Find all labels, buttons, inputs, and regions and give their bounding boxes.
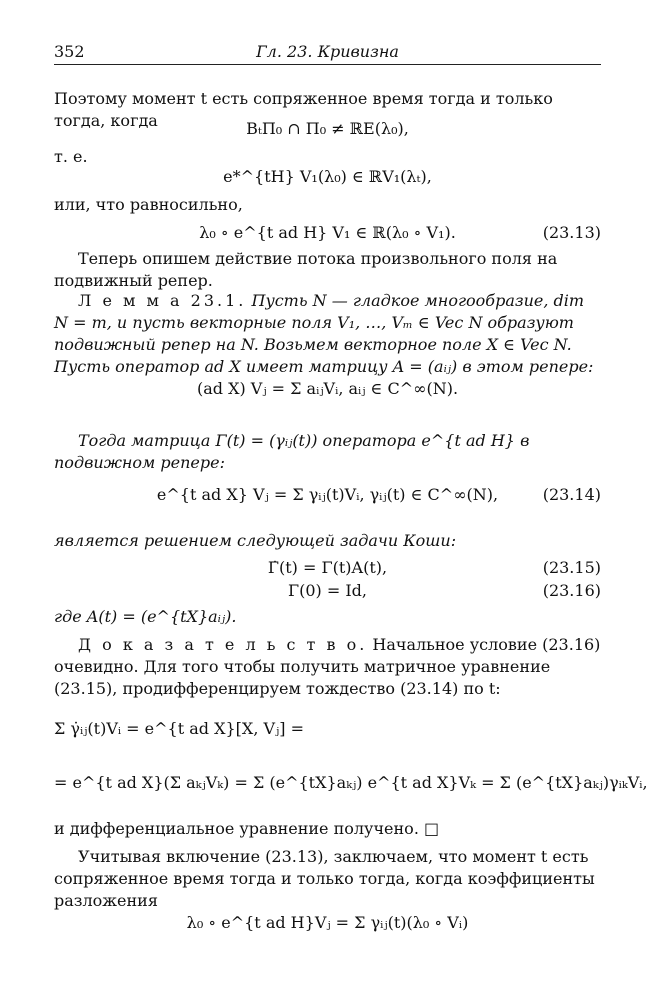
paragraph-coefficients: Учитывая включение (23.13), заключаем, что момент t есть сопряженное время тогда и только тогда, когда коэффициенты разложения <box>54 847 595 910</box>
equation-number-23-14: (23.14) <box>542 485 601 504</box>
text-te: т. е. <box>54 147 88 166</box>
equation-decomposition: λ₀ ∘ e^{t ad H}Vⱼ = Σ γᵢⱼ(t)(λ₀ ∘ Vᵢ) <box>186 913 469 932</box>
paragraph-conjugate-time: Поэтому момент t есть сопряженное время тогда и только тогда, когда <box>54 89 553 130</box>
equation-derivative: Σ γ̇ᵢⱼ(t)Vᵢ = e^{t ad X}[X, Vⱼ] = <box>54 719 304 738</box>
paragraph-moving-frame: Теперь опишем действие потока произвольного поля на подвижный репер. <box>54 249 558 290</box>
lemma-statement: Пусть N — гладкое многообразие, dim N = m, и пусть векторные поля V₁, …, Vₘ ∈ Vec N образуют подвижный репер на N. Возьмем векторное поле X ∈ Vec N. Пусть оператор ad X имеет матрицу A = (aᵢⱼ) в этом репере: <box>54 291 594 376</box>
running-header <box>54 38 601 65</box>
page-number: 352 <box>54 42 85 61</box>
equation-23-15-body: Γ̇(t) = Γ(t)A(t), <box>267 558 388 577</box>
lemma-23-1 <box>54 290 601 378</box>
equation-23-13-body: λ₀ ∘ e^{t ad H} V₁ ∈ ℝ(λ₀ ∘ V₁). <box>199 223 456 242</box>
text-cauchy-problem: является решением следующей задачи Коши: <box>54 531 457 550</box>
equation-number-23-15: (23.15) <box>542 558 601 577</box>
lemma-label: Л е м м а 23.1. <box>78 291 247 310</box>
equation-23-16-body: Γ(0) = Id, <box>288 581 367 600</box>
proof-text: Начальное условие (23.16) очевидно. Для того чтобы получить матричное уравнение (23.15), продифференцируем тождество (23.14) по t: <box>54 635 601 698</box>
equation-23-13 <box>54 222 601 244</box>
equation-intersection: BₜΠ₀ ∩ Π₀ ≠ ℝE(λ₀), <box>246 119 409 138</box>
equation-23-14 <box>54 484 601 506</box>
text-where-a-t: где A(t) = (e^{tX}aᵢⱼ). <box>54 607 237 626</box>
equation-number-23-16: (23.16) <box>542 581 601 600</box>
paragraph-gamma-matrix: Тогда матрица Γ(t) = (γᵢⱼ(t)) оператора e^{t ad H} в подвижном репере: <box>54 431 530 472</box>
proof-label: Д о к а з а т е л ь с т в о. <box>78 635 368 654</box>
text-equation-obtained: и дифференциальное уравнение получено. □ <box>54 819 440 838</box>
equation-number-23-13: (23.13) <box>542 223 601 242</box>
proof-paragraph <box>54 634 601 700</box>
running-title: Гл. 23. Кривизна <box>256 42 399 61</box>
equation-flow-image: e*^{tH} V₁(λ₀) ∈ ℝV₁(λₜ), <box>223 167 432 186</box>
equation-ad-x-matrix: (ad X) Vⱼ = Σ aᵢⱼVᵢ, aᵢⱼ ∈ C^∞(N). <box>196 379 459 398</box>
text-or-equivalently: или, что равносильно, <box>54 195 243 214</box>
equation-derivative-expanded: = e^{t ad X}(Σ aₖⱼVₖ) = Σ (e^{tX}aₖⱼ) e^{t ad X}Vₖ = Σ (e^{tX}aₖⱼ)γᵢₖVᵢ, <box>54 773 648 792</box>
equation-23-14-body: e^{t ad X} Vⱼ = Σ γᵢⱼ(t)Vᵢ, γᵢⱼ(t) ∈ C^∞(N), <box>156 485 499 504</box>
equation-23-15 <box>54 557 601 579</box>
equation-23-16 <box>54 580 601 602</box>
